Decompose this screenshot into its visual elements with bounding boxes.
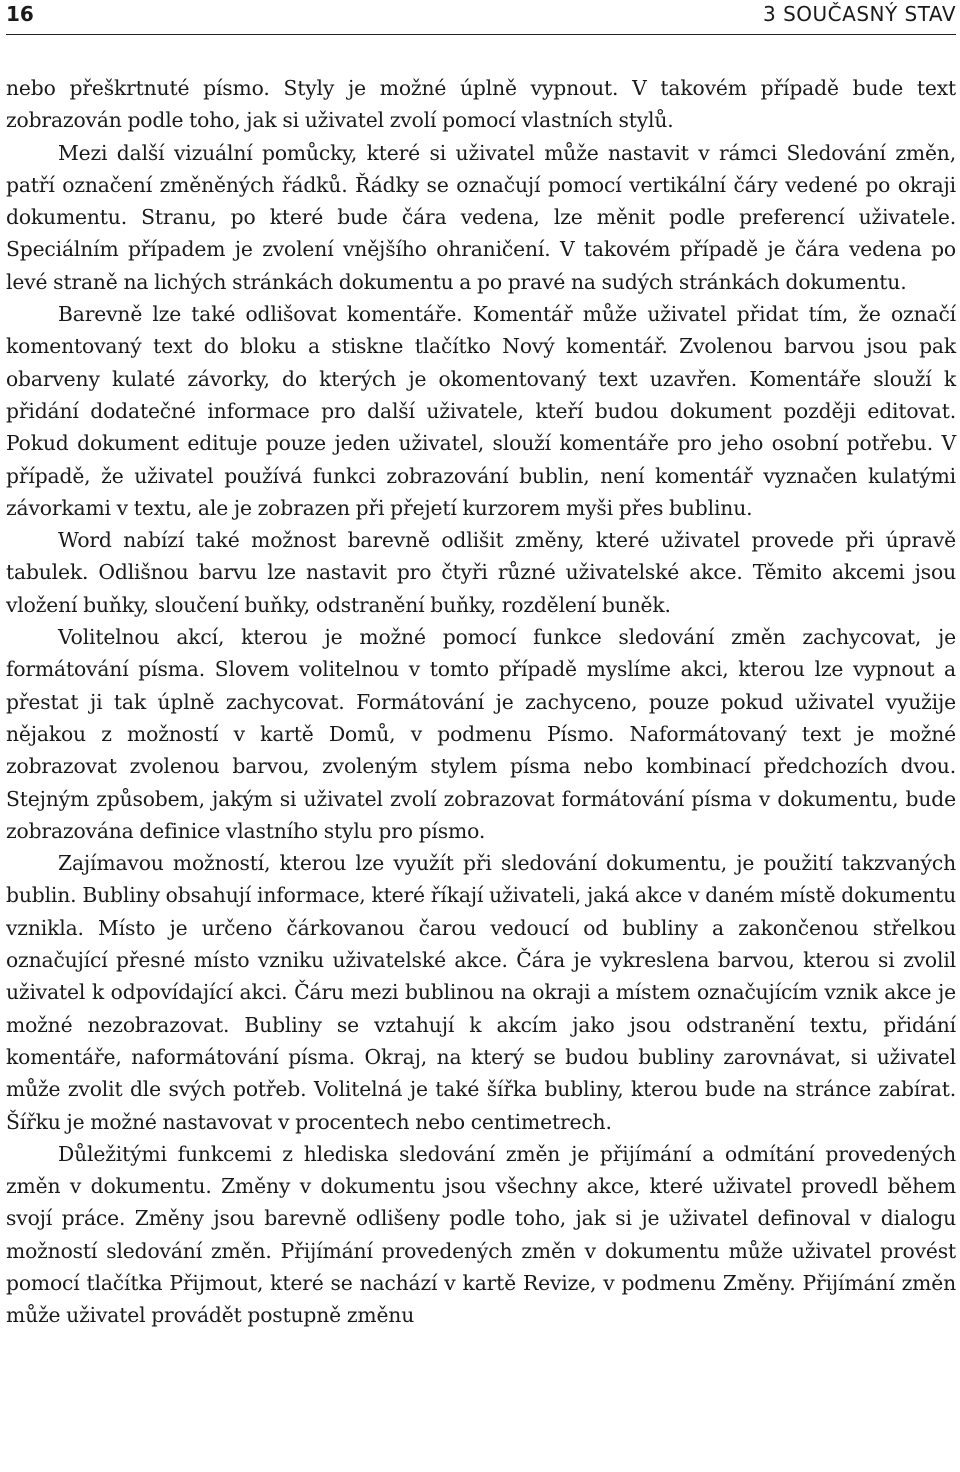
body-text xyxy=(6,72,956,1332)
paragraph: Volitelnou akcí, kterou je možné pomocí funkce sledování změn zachycovat, je formátování písma. Slovem volitelnou v tomto případě myslíme akci, kterou lze vypnout a přestat ji tak úplně zachycovat. Formátování je zachyceno, pouze pokud uživatel využije nějakou z možností v kartě Domů, v podmenu Písmo. Naformátovaný text je možné zobrazovat zvolenou barvou, zvoleným stylem písma nebo kombinací předchozích dvou. Stejným způsobem, jakým si uživatel zvolí zobrazovat formátování písma v dokumentu, bude zobrazována definice vlastního stylu pro písmo. xyxy=(6,625,956,843)
paragraph: Důležitými funkcemi z hlediska sledování změn je přijímání a odmítání provedených změn v dokumentu. Změny v dokumentu jsou všechny akce, které uživatel provedl během svojí práce. Změny jsou barevně odlišeny podle toho, jak si je uživatel definoval v dialogu možností sledování změn. Přijímání provedených změn v dokumentu může uživatel provést pomocí tlačítka Přijmout, které se nachází v kartě Revize, v podmenu Změny. Přijímání změn může uživatel provádět postupně změnu xyxy=(6,1141,956,1328)
paragraph: Word nabízí také možnost barevně odlišit změny, které uživatel provede při úpravě tabulek. Odlišnou barvu lze nastavit pro čtyři různé uživatelské akce. Těmito akcemi jsou vložení buňky, sloučení buňky, odstranění buňky, rozdělení buněk. xyxy=(6,528,956,617)
page-number: 16 xyxy=(6,2,34,26)
paragraph: Mezi další vizuální pomůcky, které si uživatel může nastavit v rámci Sledování změn, patří označení změněných řádků. Řádky se označují pomocí vertikální čáry vedené po okraji dokumentu. Stranu, po které bude čára vedena, lze měnit podle preferencí uživatele. Speciálním případem je zvolení vnějšího ohraničení. V takovém případě je čára vedena po levé straně na lichých stránkách dokumentu a po pravé na sudých stránkách dokumentu. xyxy=(6,140,956,294)
page-header xyxy=(6,0,956,35)
paragraph: Barevně lze také odlišovat komentáře. Komentář může uživatel přidat tím, že označí komentovaný text do bloku a stiskne tlačítko Nový komentář. Zvolenou barvou jsou pak obarveny kulaté závorky, do kterých je okomentovaný text uzavřen. Komentáře slouží k přidání dodatečné informace pro další uživatele, kteří budou dokument později editovat. Pokud dokument edituje pouze jeden uživatel, slouží komentáře pro jeho osobní potřebu. V případě, že uživatel používá funkci zobrazování bublin, není komentář vyznačen kulatými závorkami v textu, ale je zobrazen při přejetí kurzorem myši přes bublinu. xyxy=(6,302,956,520)
document-page xyxy=(6,0,956,1328)
chapter-title: 3 SOUČASNÝ STAV xyxy=(763,2,956,26)
paragraph: Zajímavou možností, kterou lze využít při sledování dokumentu, je použití takzvaných bublin. Bubliny obsahují informace, které říkají uživateli, jaká akce v daném místě dokumentu vznikla. Místo je určeno čárkovanou čarou vedoucí od bubliny a zakončenou střelkou označující přesné místo vzniku uživatelské akce. Čára je vykreslena barvou, kterou si zvolil uživatel k odpovídající akci. Čáru mezi bublinou na okraji a místem označujícím vznik akce je možné nezobrazovat. Bubliny se vztahují k akcím jako jsou odstranění textu, přidání komentáře, naformátování písma. Okraj, na který se budou bubliny zarovnávat, si uživatel může zvolit dle svých potřeb. Volitelná je také šířka bubliny, kterou bude na stránce zabírat. Šířku je možné nastavovat v procentech nebo centimetrech. xyxy=(6,851,956,1134)
paragraph: nebo přeškrtnuté písmo. Styly je možné úplně vypnout. V takovém případě bude text zobrazován podle toho, jak si uživatel zvolí pomocí vlastních stylů. xyxy=(6,76,956,133)
